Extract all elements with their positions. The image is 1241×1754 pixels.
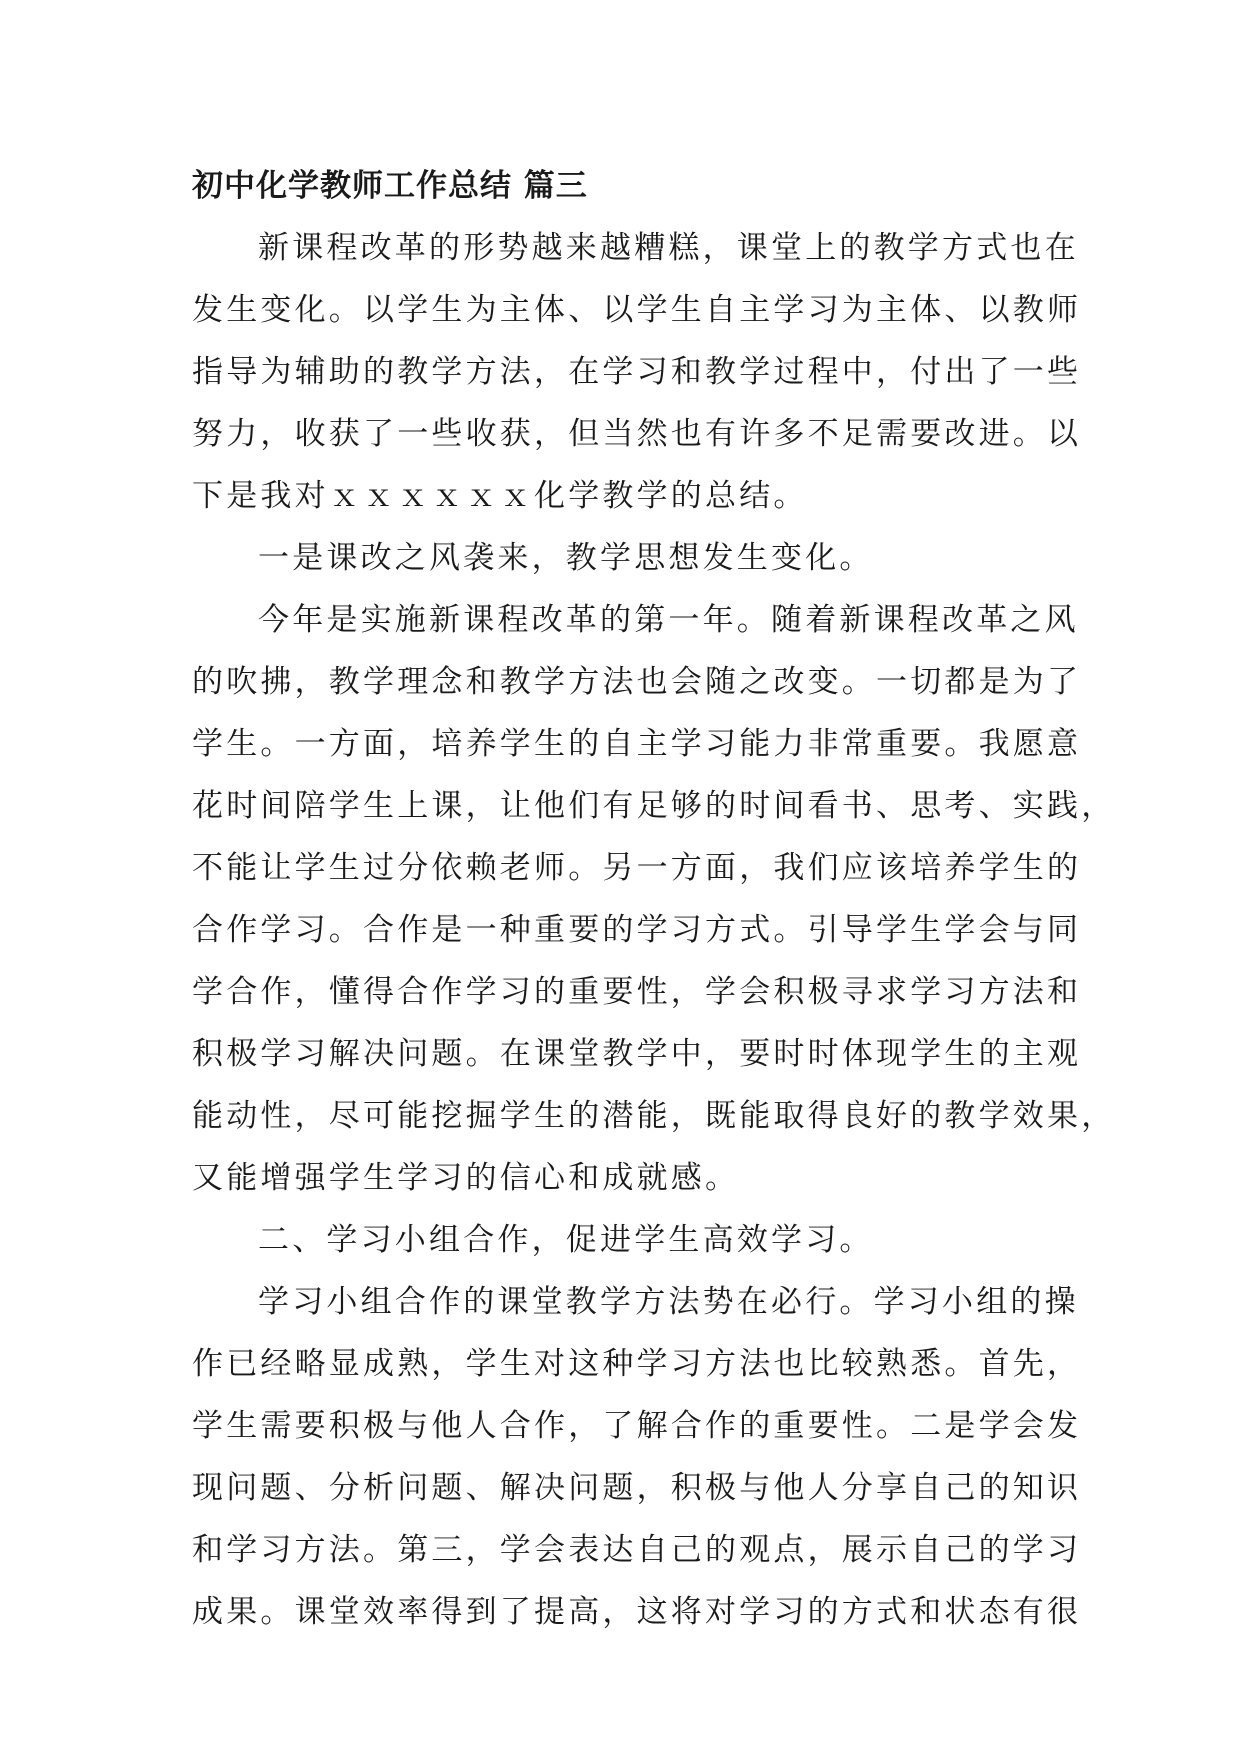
- text-line: 不能让学生过分依赖老师。另一方面，我们应该培养学生的: [192, 850, 1082, 886]
- text-line: 一是课改之风袭来，教学思想发生变化。: [258, 540, 874, 576]
- text-line: 指导为辅助的教学方法，在学习和教学过程中，付出了一些: [192, 354, 1082, 390]
- text-line: 学生需要积极与他人合作，了解合作的重要性。二是学会发: [192, 1408, 1082, 1444]
- paragraph-intro: [192, 217, 1082, 527]
- text-line: 二、学习小组合作，促进学生高效学习。: [258, 1222, 874, 1258]
- text-line: 下是我对ｘｘｘｘｘｘ化学教学的总结。: [192, 478, 808, 514]
- text-line: 能动性，尽可能挖掘学生的潜能，既能取得良好的教学效果，: [192, 1098, 1116, 1134]
- text-line: 的吹拂，教学理念和教学方法也会随之改变。一切都是为了: [192, 664, 1082, 700]
- text-line: 和学习方法。第三，学会表达自己的观点，展示自己的学习: [192, 1532, 1082, 1568]
- text-line: 成果。课堂效率得到了提高，这将对学习的方式和状态有很: [192, 1594, 1082, 1630]
- text-line: 又能增强学生学习的信心和成就感。: [192, 1160, 740, 1196]
- section-heading-1: [192, 527, 1052, 589]
- text-line: 新课程改革的形势越来越糟糕，课堂上的教学方式也在: [258, 230, 1079, 266]
- text-line: 积极学习解决问题。在课堂教学中，要时时体现学生的主观: [192, 1036, 1082, 1072]
- text-line: 作已经略显成熟，学生对这种学习方法也比较熟悉。首先，: [192, 1346, 1082, 1382]
- document-page: [192, 155, 1116, 1643]
- document-title: 初中化学教师工作总结 篇三: [192, 168, 588, 204]
- paragraph-section-2: [192, 1271, 1082, 1643]
- text-line: 合作学习。合作是一种重要的学习方式。引导学生学会与同: [192, 912, 1082, 948]
- text-line: 努力，收获了一些收获，但当然也有许多不足需要改进。以: [192, 416, 1082, 452]
- section-heading-2: [192, 1209, 1052, 1271]
- text-line: 现问题、分析问题、解决问题，积极与他人分享自己的知识: [192, 1470, 1082, 1506]
- text-line: 今年是实施新课程改革的第一年。随着新课程改革之风: [258, 602, 1079, 638]
- text-line: 学生。一方面，培养学生的自主学习能力非常重要。我愿意: [192, 726, 1082, 762]
- paragraph-section-1: [192, 589, 1116, 1209]
- text-line: 发生变化。以学生为主体、以学生自主学习为主体、以教师: [192, 292, 1082, 328]
- text-line: 学合作，懂得合作学习的重要性，学会积极寻求学习方法和: [192, 974, 1082, 1010]
- text-line: 花时间陪学生上课，让他们有足够的时间看书、思考、实践，: [192, 788, 1116, 824]
- text-line: 学习小组合作的课堂教学方法势在必行。学习小组的操: [258, 1284, 1079, 1320]
